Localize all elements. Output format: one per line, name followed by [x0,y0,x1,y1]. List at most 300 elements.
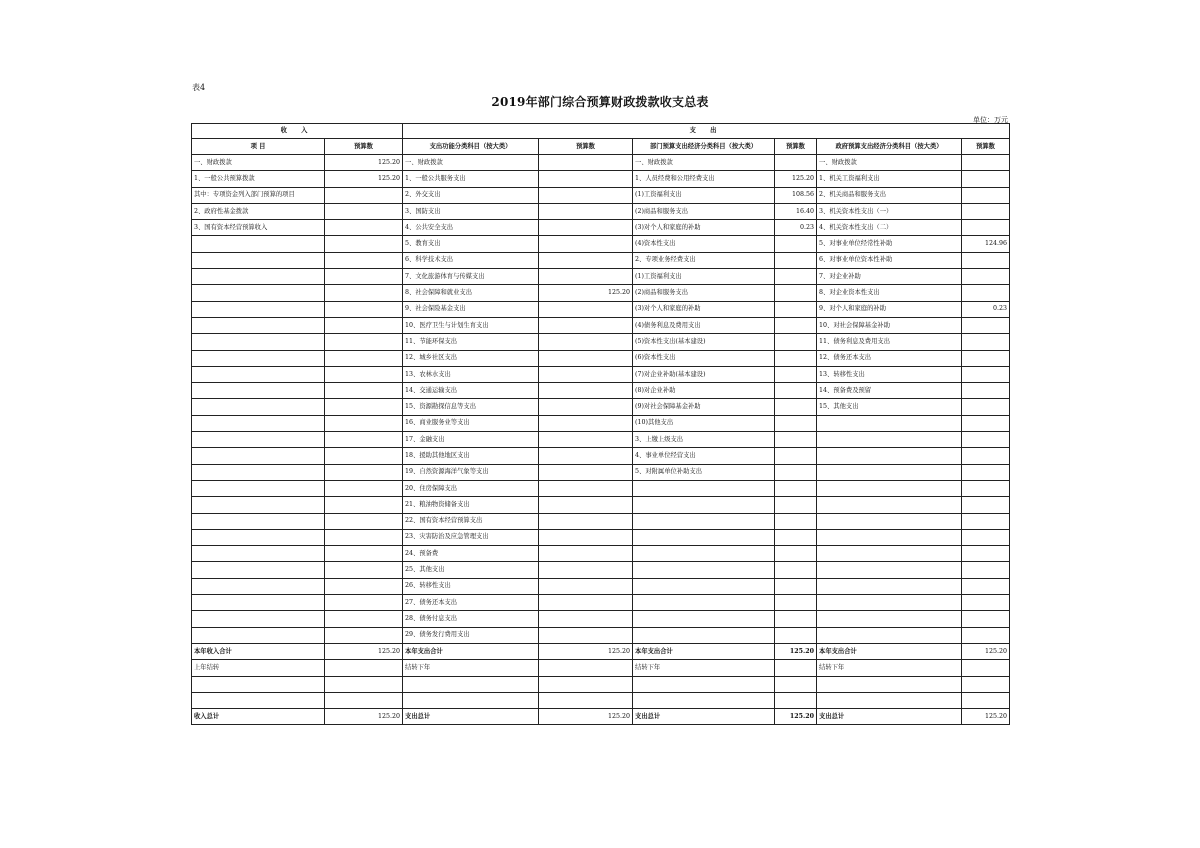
item-cell: 2、专项业务经费支出 [633,252,775,268]
amount-cell [775,497,817,513]
table-row [192,285,1010,301]
table-row [192,513,1010,529]
sheet-number: 表4 [192,83,206,92]
item-cell [192,480,325,496]
item-cell: (10)其他支出 [633,415,775,431]
amount-cell [325,497,403,513]
item-cell [192,350,325,366]
amount-cell [539,415,633,431]
item-cell: 支出总计 [403,709,539,725]
amount-cell [775,513,817,529]
item-cell: 其中：专项资金列入部门预算的项目 [192,187,325,203]
amount-cell [539,464,633,480]
amount-cell [775,595,817,611]
amount-cell [539,660,633,676]
item-cell [192,269,325,285]
item-cell: 20、住房保障支出 [403,480,539,496]
item-cell: 11、节能环保支出 [403,334,539,350]
amount-cell [325,366,403,382]
item-cell: 12、债务还本支出 [817,350,962,366]
item-cell: 29、债务发行费用支出 [403,627,539,643]
amount-cell: 125.20 [325,171,403,187]
amount-cell [775,155,817,171]
amount-cell [775,236,817,252]
item-cell: 5、教育支出 [403,236,539,252]
item-cell [817,578,962,594]
item-cell: 1、一般公共服务支出 [403,171,539,187]
item-cell: 一、财政拨款 [403,155,539,171]
amount-cell [325,269,403,285]
year-total-row [192,643,1010,659]
item-cell: 一、财政拨款 [633,155,775,171]
amount-cell [539,399,633,415]
empty-cell [962,676,1010,692]
item-cell: 1、机关工资福利支出 [817,171,962,187]
amount-cell [539,252,633,268]
table-row [192,529,1010,545]
item-cell [192,383,325,399]
empty-cell [192,692,325,708]
item-cell: 17、金融支出 [403,432,539,448]
table-row [192,546,1010,562]
item-cell: 9、社会保险基金支出 [403,301,539,317]
amount-cell [775,350,817,366]
item-cell: (8)对企业补助 [633,383,775,399]
amount-cell [962,187,1010,203]
amount-cell [539,513,633,529]
amount-cell [962,497,1010,513]
amount-cell [962,578,1010,594]
item-cell [633,627,775,643]
budget-table [191,123,1010,725]
item-cell [192,366,325,382]
item-cell: 结转下年 [633,660,775,676]
empty-cell [403,692,539,708]
item-cell: 9、对个人和家庭的补助 [817,301,962,317]
empty-cell [325,676,403,692]
item-cell [192,464,325,480]
item-cell: 本年支出合计 [817,643,962,659]
amount-cell [325,301,403,317]
amount-cell [325,480,403,496]
carry-over-row [192,660,1010,676]
item-cell: (6)资本性支出 [633,350,775,366]
table-row [192,497,1010,513]
amount-cell [962,317,1010,333]
item-cell: 本年收入合计 [192,643,325,659]
item-cell: 21、粮油物资储备支出 [403,497,539,513]
item-cell [817,546,962,562]
item-cell: 5、对事业单位经常性补助 [817,236,962,252]
col-header-dept-econ-amount: 预算数 [775,139,817,155]
table-row [192,187,1010,203]
amount-cell [539,301,633,317]
amount-cell [775,529,817,545]
amount-cell [775,448,817,464]
item-cell [633,546,775,562]
amount-cell [325,464,403,480]
amount-cell [775,611,817,627]
expense-header: 支 出 [403,124,1010,139]
empty-cell [192,676,325,692]
item-cell [817,595,962,611]
amount-cell [962,383,1010,399]
amount-cell [962,611,1010,627]
item-cell: 本年支出合计 [633,643,775,659]
item-cell: 25、其他支出 [403,562,539,578]
amount-cell [325,529,403,545]
item-cell: 12、城乡社区支出 [403,350,539,366]
item-cell [192,415,325,431]
empty-cell [775,676,817,692]
table-row [192,301,1010,317]
amount-cell [325,317,403,333]
item-cell: (3)对个人和家庭的补助 [633,301,775,317]
amount-cell [539,236,633,252]
amount-cell [962,546,1010,562]
amount-cell [325,513,403,529]
item-cell [633,562,775,578]
item-cell [192,513,325,529]
amount-cell [325,432,403,448]
item-cell [817,497,962,513]
col-header-income-item: 项 目 [192,139,325,155]
table-row [192,578,1010,594]
amount-cell [775,660,817,676]
table-row [192,562,1010,578]
amount-cell [539,269,633,285]
empty-cell [817,692,962,708]
item-cell: 4、机关资本性支出（二） [817,220,962,236]
amount-cell: 125.20 [325,709,403,725]
table-row [192,350,1010,366]
table-row [192,383,1010,399]
amount-cell [325,578,403,594]
table-row [192,252,1010,268]
item-cell: 上年结转 [192,660,325,676]
amount-cell [325,399,403,415]
amount-cell [539,627,633,643]
item-cell: 27、债务还本支出 [403,595,539,611]
col-header-dept-econ-item: 部门预算支出经济分类科目（按大类） [633,139,775,155]
amount-cell [539,546,633,562]
item-cell [192,432,325,448]
item-cell: 22、国有资本经营预算支出 [403,513,539,529]
amount-cell [539,578,633,594]
amount-cell [962,366,1010,382]
item-cell: (9)对社会保障基金补助 [633,399,775,415]
table-row [192,203,1010,219]
amount-cell [539,317,633,333]
item-cell [633,529,775,545]
item-cell: 14、交通运输支出 [403,383,539,399]
item-cell [192,595,325,611]
amount-cell [775,480,817,496]
amount-cell [962,203,1010,219]
item-cell: (3)对个人和家庭的补助 [633,220,775,236]
amount-cell: 125.20 [962,709,1010,725]
amount-cell [775,317,817,333]
amount-cell [325,203,403,219]
item-cell: 16、商业服务业等支出 [403,415,539,431]
empty-cell [539,676,633,692]
table-row [192,155,1010,171]
amount-cell: 125.20 [325,155,403,171]
amount-cell [775,366,817,382]
amount-cell [962,513,1010,529]
amount-cell [962,595,1010,611]
empty-cell [403,676,539,692]
table-row [192,627,1010,643]
amount-cell [325,285,403,301]
table-row [192,220,1010,236]
amount-cell [325,627,403,643]
item-cell: 14、预备费及预留 [817,383,962,399]
item-cell [633,480,775,496]
amount-cell [962,269,1010,285]
amount-cell [775,546,817,562]
blank-row [192,692,1010,708]
amount-cell [539,220,633,236]
item-cell: (2)商品和服务支出 [633,203,775,219]
item-cell: 4、公共安全支出 [403,220,539,236]
item-cell: 6、科学技术支出 [403,252,539,268]
item-cell: 收入总计 [192,709,325,725]
item-cell: (1)工资福利支出 [633,269,775,285]
amount-cell [325,562,403,578]
item-cell: 3、上缴上级支出 [633,432,775,448]
empty-cell [817,676,962,692]
empty-cell [633,692,775,708]
table-row [192,464,1010,480]
amount-cell: 125.20 [539,285,633,301]
item-cell: 5、对附属单位补助支出 [633,464,775,480]
amount-cell [539,529,633,545]
amount-cell [539,448,633,464]
item-cell [192,399,325,415]
item-cell: 10、对社会保障基金补助 [817,317,962,333]
item-cell [192,448,325,464]
item-cell [633,595,775,611]
item-cell [192,562,325,578]
blank-row [192,676,1010,692]
item-cell [817,448,962,464]
item-cell: 1、人员经费和公用经费支出 [633,171,775,187]
item-cell: (7)对企业补助(基本建设) [633,366,775,382]
amount-cell [962,350,1010,366]
item-cell: (5)资本性支出(基本建设) [633,334,775,350]
item-cell: 15、其他支出 [817,399,962,415]
item-cell: 2、外交支出 [403,187,539,203]
amount-cell [539,497,633,513]
amount-cell [775,383,817,399]
amount-cell [539,366,633,382]
item-cell [192,627,325,643]
table-row [192,334,1010,350]
amount-cell [325,595,403,611]
amount-cell: 124.96 [962,236,1010,252]
item-cell [192,252,325,268]
item-cell [192,497,325,513]
item-cell [192,301,325,317]
item-cell [817,529,962,545]
amount-cell: 125.20 [775,709,817,725]
item-cell: 23、灾害防治及应急管理支出 [403,529,539,545]
income-header: 收 入 [192,124,403,139]
amount-cell [539,562,633,578]
item-cell [633,578,775,594]
amount-cell [775,285,817,301]
amount-cell: 0.23 [962,301,1010,317]
amount-cell [962,415,1010,431]
table-row [192,366,1010,382]
item-cell [192,236,325,252]
item-cell: 支出总计 [817,709,962,725]
col-header-function-amount: 预算数 [539,139,633,155]
amount-cell [539,350,633,366]
amount-cell [962,562,1010,578]
table-row [192,432,1010,448]
item-cell: 8、社会保障和就业支出 [403,285,539,301]
item-cell [817,627,962,643]
item-cell [633,497,775,513]
item-cell: 8、对企业资本性支出 [817,285,962,301]
empty-cell [775,692,817,708]
amount-cell [539,203,633,219]
amount-cell [775,627,817,643]
amount-cell: 125.20 [539,709,633,725]
amount-cell [539,611,633,627]
amount-cell [775,562,817,578]
amount-cell: 125.20 [325,643,403,659]
table-row [192,415,1010,431]
item-cell [192,334,325,350]
amount-cell [325,383,403,399]
amount-cell: 125.20 [775,171,817,187]
col-header-income-amount: 预算数 [325,139,403,155]
item-cell: 一、财政拨款 [192,155,325,171]
table-row [192,269,1010,285]
item-cell: 24、预备费 [403,546,539,562]
item-cell: 10、医疗卫生与计划生育支出 [403,317,539,333]
item-cell: (1)工资福利支出 [633,187,775,203]
item-cell: (4)资本性支出 [633,236,775,252]
item-cell: 3、机关资本性支出（一） [817,203,962,219]
item-cell: 2、机关商品和服务支出 [817,187,962,203]
amount-cell [962,448,1010,464]
amount-cell [539,334,633,350]
item-cell [192,285,325,301]
item-cell: 结转下年 [403,660,539,676]
amount-cell [539,171,633,187]
grand-total-row [192,709,1010,725]
amount-cell [962,529,1010,545]
item-cell [817,611,962,627]
table-row [192,611,1010,627]
item-cell [633,513,775,529]
table-row [192,595,1010,611]
amount-cell [539,595,633,611]
table-row [192,448,1010,464]
amount-cell [962,480,1010,496]
item-cell: 28、债务付息支出 [403,611,539,627]
item-cell: 4、事业单位经营支出 [633,448,775,464]
item-cell [192,317,325,333]
amount-cell [325,236,403,252]
amount-cell [962,334,1010,350]
item-cell: (4)债务利息及费用支出 [633,317,775,333]
header-row-group [192,124,1010,139]
item-cell [817,513,962,529]
item-cell: 18、援助其他地区支出 [403,448,539,464]
amount-cell [962,285,1010,301]
amount-cell [775,415,817,431]
table-row [192,317,1010,333]
item-cell: 15、资源勘探信息等支出 [403,399,539,415]
col-header-function-item: 支出功能分类科目（按大类） [403,139,539,155]
amount-cell [962,432,1010,448]
amount-cell: 125.20 [775,643,817,659]
item-cell: 7、文化旅游体育与传媒支出 [403,269,539,285]
table-row [192,480,1010,496]
empty-cell [633,676,775,692]
amount-cell: 16.40 [775,203,817,219]
amount-cell [962,171,1010,187]
item-cell: 3、国有资本经营预算收入 [192,220,325,236]
item-cell: 结转下年 [817,660,962,676]
amount-cell [325,350,403,366]
item-cell [817,562,962,578]
table-row [192,171,1010,187]
amount-cell [325,546,403,562]
amount-cell [775,334,817,350]
item-cell: (2)商品和服务支出 [633,285,775,301]
amount-cell [775,252,817,268]
table-row [192,236,1010,252]
item-cell [817,432,962,448]
amount-cell [775,269,817,285]
header-row-columns [192,139,1010,155]
amount-cell [325,660,403,676]
item-cell [817,480,962,496]
amount-cell: 125.20 [539,643,633,659]
amount-cell [962,660,1010,676]
item-cell [192,546,325,562]
col-header-gov-econ-amount: 预算数 [962,139,1010,155]
item-cell: 13、转移性支出 [817,366,962,382]
item-cell: 一、财政拨款 [817,155,962,171]
amount-cell [962,155,1010,171]
page-title: 2019年部门综合预算财政拨款收支总表 [491,95,709,109]
amount-cell [325,334,403,350]
item-cell: 7、对企业补助 [817,269,962,285]
item-cell: 1、一般公共预算拨款 [192,171,325,187]
amount-cell [775,464,817,480]
amount-cell: 0.23 [775,220,817,236]
amount-cell [962,464,1010,480]
amount-cell [962,220,1010,236]
item-cell: 3、国防支出 [403,203,539,219]
item-cell [192,578,325,594]
item-cell: 13、农林水支出 [403,366,539,382]
item-cell: 11、债务利息及费用支出 [817,334,962,350]
table-row [192,399,1010,415]
amount-cell [539,187,633,203]
item-cell: 19、自然资源海洋气象等支出 [403,464,539,480]
amount-cell [962,627,1010,643]
amount-cell [775,399,817,415]
amount-cell [539,432,633,448]
